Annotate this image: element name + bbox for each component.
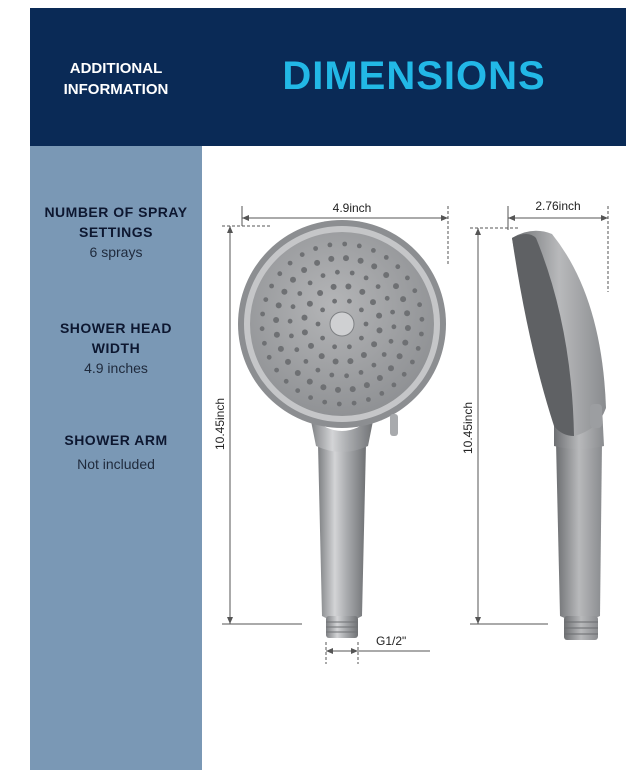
spray-nozzle	[379, 391, 384, 396]
spray-nozzle	[332, 299, 337, 304]
spray-nozzle	[260, 312, 265, 317]
spray-nozzle	[295, 370, 301, 376]
spray-nozzle	[316, 368, 321, 373]
spray-nozzle	[390, 310, 395, 315]
spray-nozzle	[377, 327, 383, 333]
spray-selector-lever	[590, 404, 602, 428]
spray-nozzle	[262, 341, 267, 346]
spray-nozzle	[359, 336, 364, 341]
spray-nozzle	[267, 355, 272, 360]
spray-nozzle	[364, 322, 369, 327]
spray-nozzle	[376, 313, 382, 319]
spray-nozzle	[405, 325, 411, 331]
spray-nozzle	[300, 252, 305, 257]
spray-nozzle	[364, 276, 369, 281]
spray-nozzle	[371, 248, 376, 253]
spray-nozzle	[416, 346, 421, 351]
spray-nozzle	[273, 317, 279, 323]
arrow-up-icon	[475, 228, 481, 235]
spray-nozzle	[290, 277, 296, 283]
side-shower-head	[512, 231, 606, 640]
arrow-right-icon	[441, 215, 448, 221]
arrow-left-icon	[326, 648, 333, 654]
spray-nozzle	[278, 346, 284, 352]
spec-label-line: SHOWER ARM	[64, 432, 168, 448]
spray-nozzle	[383, 272, 389, 278]
spray-nozzle	[308, 281, 313, 286]
spec-label-line: WIDTH	[91, 340, 141, 356]
spec-value: 4.9 inches	[84, 360, 148, 376]
center-knob	[330, 312, 354, 336]
spray-nozzle	[347, 344, 352, 349]
spray-nozzle	[328, 243, 333, 248]
arrow-up-icon	[227, 226, 233, 233]
spray-nozzle	[288, 261, 293, 266]
spray-nozzle	[402, 340, 408, 346]
spray-nozzle	[260, 326, 265, 331]
spray-nozzle	[274, 368, 279, 373]
spray-nozzle	[347, 358, 353, 364]
arrow-right-icon	[601, 215, 608, 221]
spray-nozzle	[392, 383, 397, 388]
spray-nozzle	[297, 291, 302, 296]
spray-nozzle	[308, 395, 313, 400]
spray-nozzle	[301, 267, 307, 273]
spray-nozzle	[371, 263, 377, 269]
spray-nozzle	[269, 284, 274, 289]
spray-nozzle	[420, 317, 425, 322]
arrow-down-icon	[227, 617, 233, 624]
arrow-right-icon	[351, 648, 358, 654]
spray-nozzle	[389, 339, 394, 344]
spray-nozzle	[412, 288, 417, 293]
spray-nozzle	[392, 324, 397, 329]
spray-nozzle	[294, 347, 299, 352]
spray-nozzle	[344, 373, 349, 378]
spray-nozzle	[377, 375, 383, 381]
spray-nozzle	[352, 401, 357, 406]
spray-nozzle	[417, 302, 422, 307]
spray-nozzle	[364, 382, 370, 388]
spray-nozzle	[313, 246, 318, 251]
spray-nozzle	[263, 297, 268, 302]
spray-nozzle	[328, 256, 334, 262]
spray-nozzle	[302, 329, 308, 335]
spray-nozzle	[331, 284, 337, 290]
spray-nozzle	[333, 359, 339, 365]
spray-nozzle	[372, 363, 377, 368]
dimensions-title: DIMENSIONS	[282, 54, 546, 98]
spray-nozzle	[322, 400, 327, 405]
dimension-drawing	[202, 146, 626, 770]
spray-nozzle	[274, 332, 280, 338]
spray-nozzle	[335, 270, 340, 275]
front-height-label: 10.45inch	[213, 397, 227, 451]
spray-nozzle	[359, 308, 364, 313]
spray-nozzle	[350, 271, 355, 276]
spec-label-line: NUMBER OF SPRAY	[44, 204, 188, 220]
spray-nozzle	[308, 343, 314, 349]
arrow-down-icon	[475, 617, 481, 624]
thread-label: G1/2"	[376, 634, 407, 648]
additional-information-header	[30, 8, 202, 146]
header-line-1: ADDITIONAL	[69, 60, 163, 77]
spec-label-line: SETTINGS	[78, 224, 153, 240]
spray-nozzle	[291, 304, 296, 309]
spec-label-line: SHOWER HEAD	[59, 320, 173, 336]
spray-nozzle	[371, 341, 377, 347]
spray-nozzle	[402, 372, 407, 377]
header-line-2: INFORMATION	[63, 81, 169, 98]
spray-nozzle	[405, 276, 410, 281]
spray-nozzle	[376, 284, 381, 289]
spray-nozzle	[295, 388, 300, 393]
spray-nozzle	[332, 344, 337, 349]
spray-nozzle	[284, 379, 289, 384]
arrow-left-icon	[508, 215, 515, 221]
spec-value: 6 sprays	[89, 244, 143, 260]
spray-nozzle	[276, 302, 282, 308]
spray-nozzle	[337, 402, 342, 407]
spray-nozzle	[350, 386, 356, 392]
spray-nozzle	[382, 352, 387, 357]
spray-nozzle	[419, 332, 424, 337]
spray-nozzle	[329, 373, 334, 378]
spray-nozzle	[307, 379, 313, 385]
spray-nozzle	[289, 334, 294, 339]
spec-spray-settings	[30, 202, 202, 262]
spray-nozzle	[395, 264, 400, 269]
spray-nozzle	[307, 301, 313, 307]
additional-information-label	[30, 58, 202, 100]
spray-nozzle	[357, 244, 362, 249]
spray-nozzle	[397, 353, 403, 359]
spray-nozzle	[304, 359, 309, 364]
arrow-left-icon	[242, 215, 249, 221]
spray-nozzle	[384, 255, 389, 260]
spray-nozzle	[285, 359, 291, 365]
spray-nozzle	[400, 296, 406, 302]
spray-nozzle	[404, 310, 410, 316]
spec-shower-arm	[30, 430, 202, 474]
spray-nozzle	[347, 299, 352, 304]
spray-nozzle	[342, 242, 347, 247]
spray-nozzle	[358, 258, 364, 264]
front-width-label: 4.9inch	[332, 201, 372, 215]
spec-head-width	[30, 318, 202, 378]
front-handle	[318, 444, 366, 622]
spray-nozzle	[388, 365, 394, 371]
spray-nozzle	[320, 384, 326, 390]
spec-value: Not included	[77, 456, 155, 472]
spray-nozzle	[385, 296, 390, 301]
spray-nozzle	[281, 289, 287, 295]
spray-nozzle	[361, 352, 367, 358]
spray-nozzle	[410, 360, 415, 365]
spray-nozzle	[317, 290, 323, 296]
spray-nozzle	[359, 370, 364, 375]
spray-nozzle	[316, 322, 321, 327]
spray-nozzle	[319, 353, 325, 359]
spray-nozzle	[277, 271, 282, 276]
spray-nozzle	[302, 315, 308, 321]
side-handle	[556, 442, 602, 621]
side-depth-label: 2.76inch	[535, 199, 581, 213]
spray-selector-lever	[390, 414, 398, 436]
side-height-label: 10.45inch	[461, 401, 475, 455]
spray-nozzle	[359, 289, 365, 295]
spray-nozzle	[393, 283, 399, 289]
spray-nozzle	[314, 260, 320, 266]
spray-nozzle	[320, 336, 325, 341]
spray-nozzle	[321, 273, 326, 278]
dimension-drawing-svg	[202, 146, 626, 770]
spray-nozzle	[288, 319, 293, 324]
dimensions-header	[202, 8, 626, 146]
spray-nozzle	[370, 299, 376, 305]
specs-sidebar	[30, 146, 202, 770]
spray-nozzle	[345, 284, 351, 290]
front-shower-head	[238, 220, 446, 638]
spray-nozzle	[320, 308, 325, 313]
spray-nozzle	[343, 255, 349, 261]
thread-dimension	[326, 634, 430, 664]
spray-nozzle	[366, 397, 371, 402]
spray-nozzle	[335, 387, 341, 393]
